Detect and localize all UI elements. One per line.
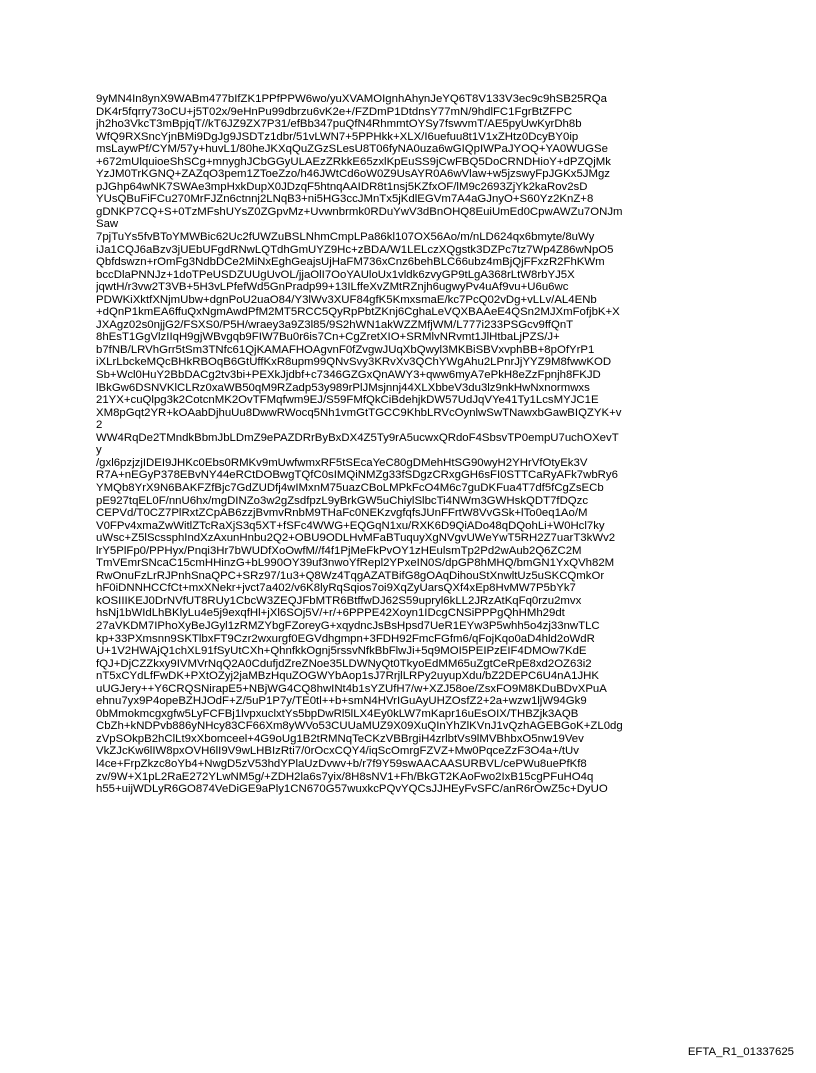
text-line: jh2ho3VkcT3mBpjqT//kT6JZ9ZX7P31/efBb347puQfN4RhmmtOYSy7fswvmT/AE5pyUwKyrDh8b <box>96 118 582 131</box>
text-line: hsNj1bWIdLhBKlyLu4e5j9exqfHl+jXl6SOj5V/+r/+6PPPE42Xoyn1IDcgCNSiPPPgQhHMh29dt <box>96 607 565 620</box>
text-line: +672mUlquioeShSCg+mnyghJCbGGyULAEzZRkkE65zxlKpEuSS9jCwFBQ5DoCRNDHioY+dPZQjMk <box>96 155 611 168</box>
text-line: CEPVd/T0CZ7PlRxtZCpAB6zzjBvmvRnbM9THaFc0NEKzvgfqfsJUnFFrtW8VvGSk+lTo0eq1Ao/M <box>96 507 588 520</box>
text-line: lBkGw6DSNVKlCLRz0xaWB50qM9RZadp53y989rPlJMsjnnj44XLXbbeV3du3lz9nkHwNxnormwxs <box>96 381 590 394</box>
text-line: ehnu7yx9P4opeBZHJOdF+Z/5uP1P7y/TE0tl++b+smN4HVrIGuAyUHZOsfZ2+2a+wzw1ljW94Gk9 <box>96 695 587 708</box>
text-line: 21YX+cuQlpg3k2CotcnMK2OvTFMqfwm9EJ/S59FMfQkCiBdehjkDW57UdJqVYe41Ty1LcsMYJC1E <box>96 394 599 407</box>
text-line: bccDlaPNNJz+1doTPeUSDZUUgUvOL/jjaOlI7OoYAUloUx1vldk6zvyGP9tLgA368rLtW8rbYJ5X <box>96 268 575 281</box>
text-line: Saw <box>96 218 119 231</box>
text-line: zv/9W+X1pL2RaE272YLwNM5g/+ZDH2la6s7yix/8H8sNV1+Fh/BkGT2KAoFwo2IxB15cgPFuHO4q <box>96 770 594 783</box>
text-line: 7pjTuYs5fvBToYMWBic62Uc2fUWZuBSLNhmCmpLPa86kl107OX56Ao/m/nLD624qx6bmyte/8uWy <box>96 231 595 244</box>
text-line: WW4RqDe2TMndkBbmJbLDmZ9ePAZDRrByBxDX4Z5Ty9rA5ucwxQRdoF4SbsvTP0empU7uchOXevT <box>96 431 619 444</box>
text-line: lrY5PlFp0/PPHyx/Pnqi3Hr7bWUDfXoOwfM//f4f1PjMeFkPvOY1zHEulsmTp2Pd2wAub2Q6ZC2M <box>96 544 582 557</box>
text-line: l4ce+FrpZkzc8oYb4+NwgD5zV53hdYPlaUzDvwv+b/r7f9Y59swAACAASURBVL/cePWu8uePfKf8 <box>96 757 587 770</box>
encoded-text-block <box>96 93 736 796</box>
text-line: CbZh+kNDPvb886yNHcy83CF66Xm8yWVo53CUUaMUZ9X09XuQInYhZlKVnJ1vQzhAGEBGoK+ZL0dg <box>96 720 623 733</box>
text-line: DK4r5fqrry73oCU+j5T02x/9eHnPu99dbrzu6vK2e+/FZDmP1DtdnsY77mN/9hdlFC1FgrBtZFPC <box>96 105 573 118</box>
text-line: msLaywPf/CYM/57y+huvL1/80heJKXqQuZGzSLesU8T06fyNA0uza6wGIQpIWPaJYOQ+YA0WUGSe <box>96 143 608 156</box>
document-id-footer: EFTA_R1_01337625 <box>687 1046 794 1058</box>
text-line: 0bMmokmcgxgfw5LyFCFBj1lvpxuclxtYs5bpDwRl5lLX4Ey0kLW7mKapr16uEsOIX/THBZjk3AQB <box>96 707 579 720</box>
text-line: y <box>96 444 102 457</box>
text-line: kOSIIIKEJ0DrNVfUT8RUy1CbcW3ZEQJFbMTR6BtffwDJ62S59upryl6kLL2JRzAtKqFq0rzu2mvx <box>96 594 582 607</box>
text-line: R7A+nEGyP378EBvNY44eRCtDOBwgTQfC0sIMQiNMZg33fSDgzCRxgGH6sFI0STTCaRyAFk7wbRy6 <box>96 469 618 482</box>
text-line: YzJM0TrKGNQ+ZAZqO3pem1ZToeZzo/h46JWtCd6oW0Z9UsAYR0A6wVlaw+w5jzswyFpJGKx5JMgz <box>96 168 610 181</box>
text-line: iXLrLbckeMQcBHkRBOqB6GtUffKxR8upm99QNvSvy3KRvXv3QChYWgAhu2LPnrJjYYZ9M8fwwKOD <box>96 356 612 369</box>
text-line: 2 <box>96 419 103 432</box>
text-line: U+1V2HWAjQ1chXL91fSyUtCXh+QhnfkkOgnj5rssvNfkBbFlwJi+5q9MOI5PEIPzEIF4DMOw7KdE <box>96 645 587 658</box>
text-line: XM8pGqt2YR+kOAabDjhuUu8DwwRWocq5Nh1vmGtTGCC9KhbLRVcOynlwSwTNawxbGawBIQZYK+v <box>96 406 622 419</box>
text-line: +dQnP1kmEA6ffuQxNgmAwdPfM2MT5RCC5QyRpPbtZKnj6CghaLeVQXBAAeE4QSn2MJXmFofjbK+X <box>96 306 620 319</box>
text-line: uWsc+Z5lScssphIndXzAxunHnbu2Q2+OBU9ODLHvMFaBTuquyXgNVgvUWeYwT5RH2Z7uarT3kWv2 <box>96 532 616 545</box>
text-line: VkZJcKw6lIW8pxOVH6lI9V9wLHBIzRti7/0rOcxCQY4/iqScOmrgFZVZ+Mw0PqceZzF3O4a+/tUv <box>96 745 579 758</box>
text-line: 27aVKDM7IPhoXyBeJGyl1zRMZYbgFZoreyG+xqydncJsBsHpsd7UeR1EYw3P5whh5o4zj33nwTLC <box>96 619 600 632</box>
text-line: Qbfdswzn+rOmFg3NdbDCe2MiNxEghGeajsUjHaFM736xCnz6behBLC66ubz4mBjQjFFxzR2FhKWm <box>96 256 605 269</box>
text-line: YUsQBuFiFCu270MrFJZn6ctnnj2LNqB3+ni5HG3ccJMnTx5jKdlEGVm7A4aGJnyO+S60Yz2KnZ+8 <box>96 193 594 206</box>
text-line: pE927tqEL0F/nnU6hx/mgDINZo3w2gZsdfpzL9yBrkGW5uChiylSlbcTi4NWm3GWHskQDT7fDQzc <box>96 494 589 507</box>
text-line: PDWKiXktfXNjmUbw+dgnPoU2uaO84/Y3lWv3XUF84gfK5KmxsmaE/kc7PcQ02vDg+vLLv/AL4ENb <box>96 293 597 306</box>
text-line: fQJ+DjCZZkxy9IVMVrNqQ2A0CdufjdZreZNoe35LDWNyQt0TkyoEdMM65uZgtCeRpE8xd2OZ63i2 <box>96 657 592 670</box>
text-line: hF0iDNNHCCfCt+mxXNekr+jvct7a402/v6K8lyRqSqios7oi9XqZyUarsQXf4xEp8HvMW7P5bYk7 <box>96 582 576 595</box>
text-line: 9yMN4In8ynX9WABm477bIfZK1PPfPPW6wo/yuXVAMOIgnhAhynJeYQ6T8V133V3ec9c9hSB25RQa <box>96 93 607 105</box>
text-line: iJa1CQJ6aBzv3jUEbUFgdRNwLQTdhGmUYZ9Hc+zBDA/W1LELczXQgstk3DZPc7tz7Wp4Z86wNpO5 <box>96 243 614 256</box>
text-line: TmVEmrSNcaC15cmHHinzG+bL990OY39uf3nwoYfRepl2YPxeIN0S/dpGP8hMHQ/bmGN1YxQVh82M <box>96 557 615 570</box>
text-line: RwOnuFzLrRJPnhSnaQPC+SRz97/1u3+Q8Wz4TqgAZATBifG8gOAqDihouStXnwltUz5uSKCQmkOr <box>96 569 605 582</box>
text-line: /gxl6pzjzjIDEI9JHKc0Ebs0RMKv9mUwfwmxRF5tSEcaYeC80gDMehHtSG90wyH2YHrVfOtyEk3V <box>96 456 588 469</box>
text-line: kp+33PXmsnn9SKTlbxFT9Czr2wxurgf0EGVdhgmpn+3FDH92FmcFGfm6/qFojKqo0aD4hld2oWdR <box>96 632 595 645</box>
text-line: h55+uijWDLyR6GO874VeDiGE9aPly1CN670G57wuxkcPQvYQCsJJHEyFvSFC/anR6rOwZ5c+DyUO <box>96 783 608 796</box>
text-line: b7fNB/LRVhGrr5tSm3TNfc61QjKAMAFHOAgvnF0fZvgwJUqXbQwyl3MKBiSBVxvphBB+8pOfYrP1 <box>96 343 595 356</box>
text-line: JXAgz02s0njjG2/FSXS0/P5H/wraey3a9Z3l85/9S2hWN1akWZZMfjWM/L777i233PSGcv9ffQnT <box>96 318 574 331</box>
text-line: zVpSOkpB2hClLt9xXbomceel+4G9oUg1B2tRMNqTeCKzVBBrgiH4zrlbtVs9lMVBhbxO5nw19Vev <box>96 732 584 745</box>
text-line: gDNKP7CQ+S+0TzMFshUYsZ0ZGpvMz+Uvwnbrmk0RDuYwV3dBnOHQ8EuiUmEd0CpwAWZu7ONJm <box>96 205 623 218</box>
text-line: uUGJery++Y6CRQSNirapE5+NBjWG4CQ8hwINt4b1sYZUfH7/w+XZJ58oe/ZsxFO9M8KDuBDvXPuA <box>96 682 607 695</box>
text-line: YMQb8YrX9N6BAKFZfBjc7GdZUDfj4wIMxnM75uazCBoLMPkFcO4M6c7guDKFua4T7df5fCgZsECb <box>96 481 604 494</box>
text-line: nT5xCYdLfFwDK+PXtOZyj2jaMBzHquZOGWYbAop1sJ7RrjlLRPy2uyupXdu/bZ2DEPC6U4nA1JHK <box>96 670 599 683</box>
text-line: 8hEsT1GgVlzIIqH9gjWBvgqb9FIW7Bu0r6is7Cn+CgZretXIO+SRMlvNRvmt1JlHtbaLjPZS/J+ <box>96 331 560 344</box>
text-line: Sb+Wcl0HuY2BbDACg2tv3bi+PEXkJjdbf+c7346GZGxQnAWY3+qww6myA7ePkH8eZzFpnjh8FKJD <box>96 369 601 382</box>
text-line: V0FPv4xmaZwWitlZTcRaXjS3q5XT+fSFc4WWG+EQGqN1xu/RXK6D9QiADo48qDQohLi+W0Hcl7ky <box>96 519 605 532</box>
text-line: jqwtH/r3vw2T3VB+5H3vLPfefWd5GnPradp99+13ILffeXvZMtRZnjh6ugwyPv4uAf9vu+U6u6wc <box>96 281 569 294</box>
text-line: pJGhp64wNK7SWAe3mpHxkDupX0JDzqF5htnqAAIDR8t1nsj5KZfxOF/lM9c2693ZjYk2kaRov2sD <box>96 180 588 193</box>
text-line: WfQ9RXSncYjnBMi9DgJg9JSDTz1dbr/51vLWN7+5PPHkk+XLX/I6uefuu8t1V1xZHtz0DcyBY0ip <box>96 130 579 143</box>
